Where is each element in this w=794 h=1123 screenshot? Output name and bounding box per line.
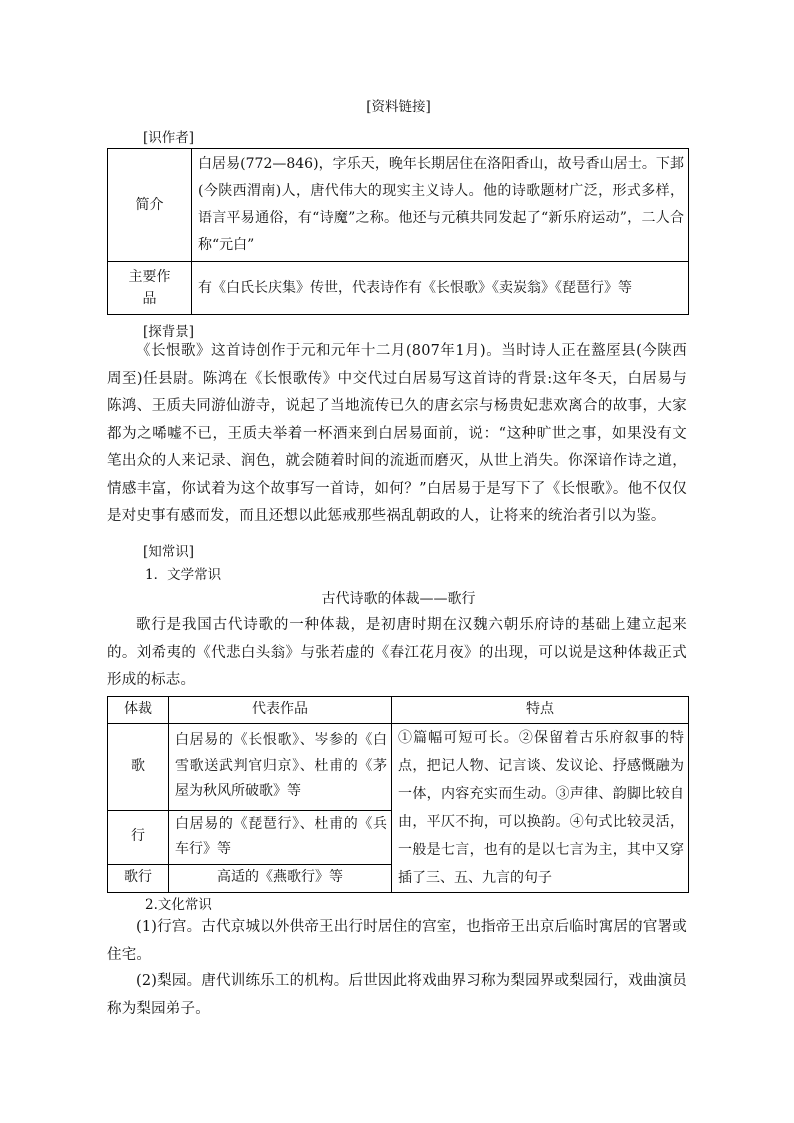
background-section-tag: [探背景] [143,324,195,340]
literature-knowledge-label: 1．文学常识 [145,567,222,583]
genre-intro-paragraph: 歌行是我国古代诗歌的一种体裁，是初唐时期在汉魏六朝乐府诗的基础上建立起来的。刘希夷的《代悲白头翁》与张若虚的《春江花月夜》的出现，可以说是这种体裁正式形成的标志。 [107,617,687,688]
features-cell: ①篇幅可短可长。②保留着古乐府叙事的特点，把记人物、记言谈、发议论、抒感慨融为一体，内容充实而生动。③声律、韵脚比较自由，平仄不拘，可以换韵。④句式比较灵活，一般是七言，也有的是以七言为主，其中又穿插了三、五、九言的句子 [392,723,689,892]
header-genre: 体裁 [108,697,169,724]
table-header-row [108,697,689,724]
author-works-label [108,262,192,315]
page-title: [资料链接] [366,99,431,115]
genre-cell-gexing: 歌行 [108,864,169,892]
genre-cell-xing: 行 [108,810,169,864]
genre-table [107,696,689,893]
culture-knowledge-label: 2.文化常识 [145,897,212,913]
header-features: 特点 [392,697,689,724]
works-cell-gexing: 高适的《燕歌行》等 [169,864,392,892]
author-table [107,148,689,315]
header-works: 代表作品 [169,697,392,724]
author-works-content: 有《白氏长庆集》传世，代表诗作有《长恨歌》《卖炭翁》《琵琶行》等 [192,262,689,315]
genre-subtitle: 古代诗歌的体裁——歌行 [321,591,476,607]
culture-entry-2: (2)梨园。唐代训练乐工的机构。后世因此将戏曲界习称为梨园界或梨园行，戏曲演员称为梨园弟子。 [107,973,687,1017]
author-section-tag: [识作者] [143,130,195,146]
knowledge-section-tag: [知常识] [143,544,195,560]
table-row [108,723,689,810]
author-works-label-text: 主要作品 [128,269,171,307]
table-row [108,149,689,262]
background-paragraph: 《长恨歌》这首诗创作于元和元年十二月(807年1月)。当时诗人正在盩厔县(今陕西周至)任县尉。陈鸿在《长恨歌传》中交代过白居易写这首诗的背景:这年冬天，白居易与陈鸿、王质夫同游仙游寺，说起了当地流传已久的唐玄宗与杨贵妃悲欢离合的故事，大家都为之唏嘘不已，王质夫举着一杯酒来到白居易面前，说：“这种旷世之事，如果没有文笔出众的人来记录、润色，就会随着时间的流逝而磨灭，从世上消失。你深谙作诗之道，情感丰富，你试着为这个故事写一首诗，如何？”白居易于是写下了《长恨歌》。他不仅仅是对史事有感而发，而且还想以此惩戒那些祸乱朝政的人，让将来的统治者引以为鉴。 [107,343,687,524]
author-intro-content: 白居易(772—846)，字乐天，晚年长期居住在洛阳香山，故号香山居士。下邽(今陕西渭南)人，唐代伟大的现实主义诗人。他的诗歌题材广泛，形式多样，语言平易通俗，有“诗魔”之称。他还与元稹共同发起了“新乐府运动”，二人合称“元白” [192,149,689,262]
culture-entry-1: (1)行宫。古代京城以外供帝王出行时居住的宫室，也指帝王出京后临时寓居的官署或住宅。 [107,919,687,963]
works-cell-ge: 白居易的《长恨歌》、岑参的《白雪歌送武判官归京》、杜甫的《茅屋为秋风所破歌》等 [169,723,392,810]
author-intro-label: 简介 [108,149,192,262]
works-cell-xing: 白居易的《琵琶行》、杜甫的《兵车行》等 [169,810,392,864]
table-row [108,262,689,315]
genre-cell-ge: 歌 [108,723,169,810]
